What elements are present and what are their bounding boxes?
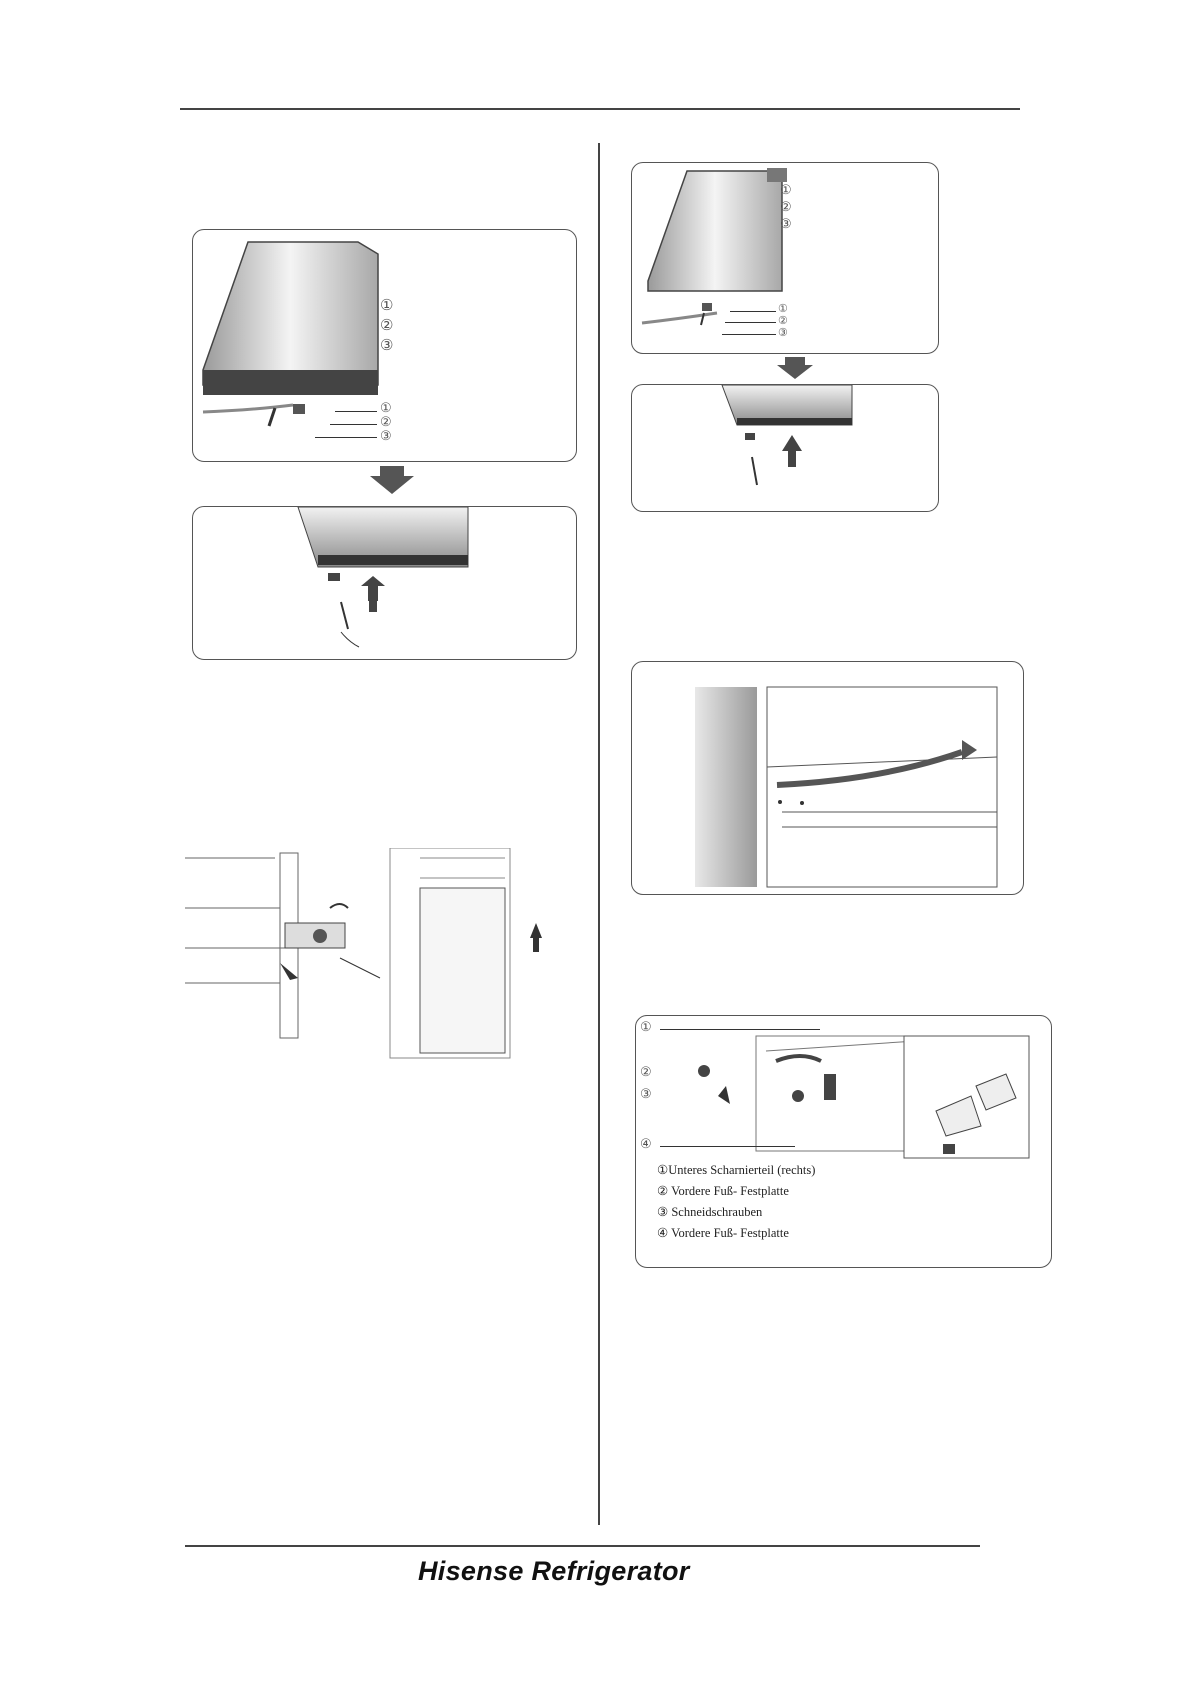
leader-line-f1: [660, 1029, 820, 1030]
legend-item-2: ② Vordere Fuß- Festplatte: [657, 1184, 789, 1198]
legend-item-1: ①Unteres Scharnierteil (rechts): [657, 1163, 816, 1177]
callout-d3b: ③: [778, 326, 788, 339]
cabinet-illustration: [632, 662, 1023, 894]
leader-line-d2: [725, 322, 776, 323]
leader-line-2: [330, 424, 377, 425]
callout-2b: ②: [380, 415, 392, 430]
callout-3: ③: [380, 336, 394, 354]
callout-1: ①: [380, 296, 394, 314]
leader-line-3: [315, 437, 377, 438]
figure-hinge-hole-cover: [631, 661, 1024, 895]
callout-f4: ④: [640, 1137, 652, 1152]
header-rule: [180, 108, 1020, 110]
legend-item-4: ④ Vordere Fuß- Festplatte: [657, 1226, 789, 1240]
figure-hinge-reinstall: [192, 506, 577, 660]
footer-brand-logo: Hisense Refrigerator: [418, 1556, 690, 1586]
leader-line-d1: [730, 311, 776, 312]
callout-d2b: ②: [778, 314, 788, 327]
callout-1b: ①: [380, 401, 392, 416]
callout-d1b: ①: [778, 302, 788, 315]
footer-rule: [185, 1545, 980, 1547]
callout-d1: ①: [780, 183, 792, 198]
arrow-down-icon: [370, 466, 414, 494]
hinge-reinstall-illustration: [193, 507, 576, 659]
legend-item-3: ③ Schneidschrauben: [657, 1205, 763, 1219]
leader-line-d3: [722, 334, 776, 335]
arrow-down-icon-2: [777, 357, 813, 379]
leader-line-f4: [660, 1146, 795, 1147]
callout-d3: ③: [780, 217, 792, 232]
hinge-reinstall-small-illustration: [632, 385, 938, 511]
parts-legend: [657, 1160, 887, 1244]
callout-f2: ②: [640, 1065, 652, 1080]
figure-lower-door-removal: [180, 848, 565, 1063]
callout-f3: ③: [640, 1087, 652, 1102]
callout-2: ②: [380, 316, 394, 334]
figure-hinge-reinstall-small: [631, 384, 939, 512]
column-divider: [598, 143, 600, 1525]
callout-f1: ①: [640, 1020, 652, 1035]
leader-line-1: [335, 411, 377, 412]
callout-d2: ②: [780, 200, 792, 215]
callout-3b: ③: [380, 429, 392, 444]
